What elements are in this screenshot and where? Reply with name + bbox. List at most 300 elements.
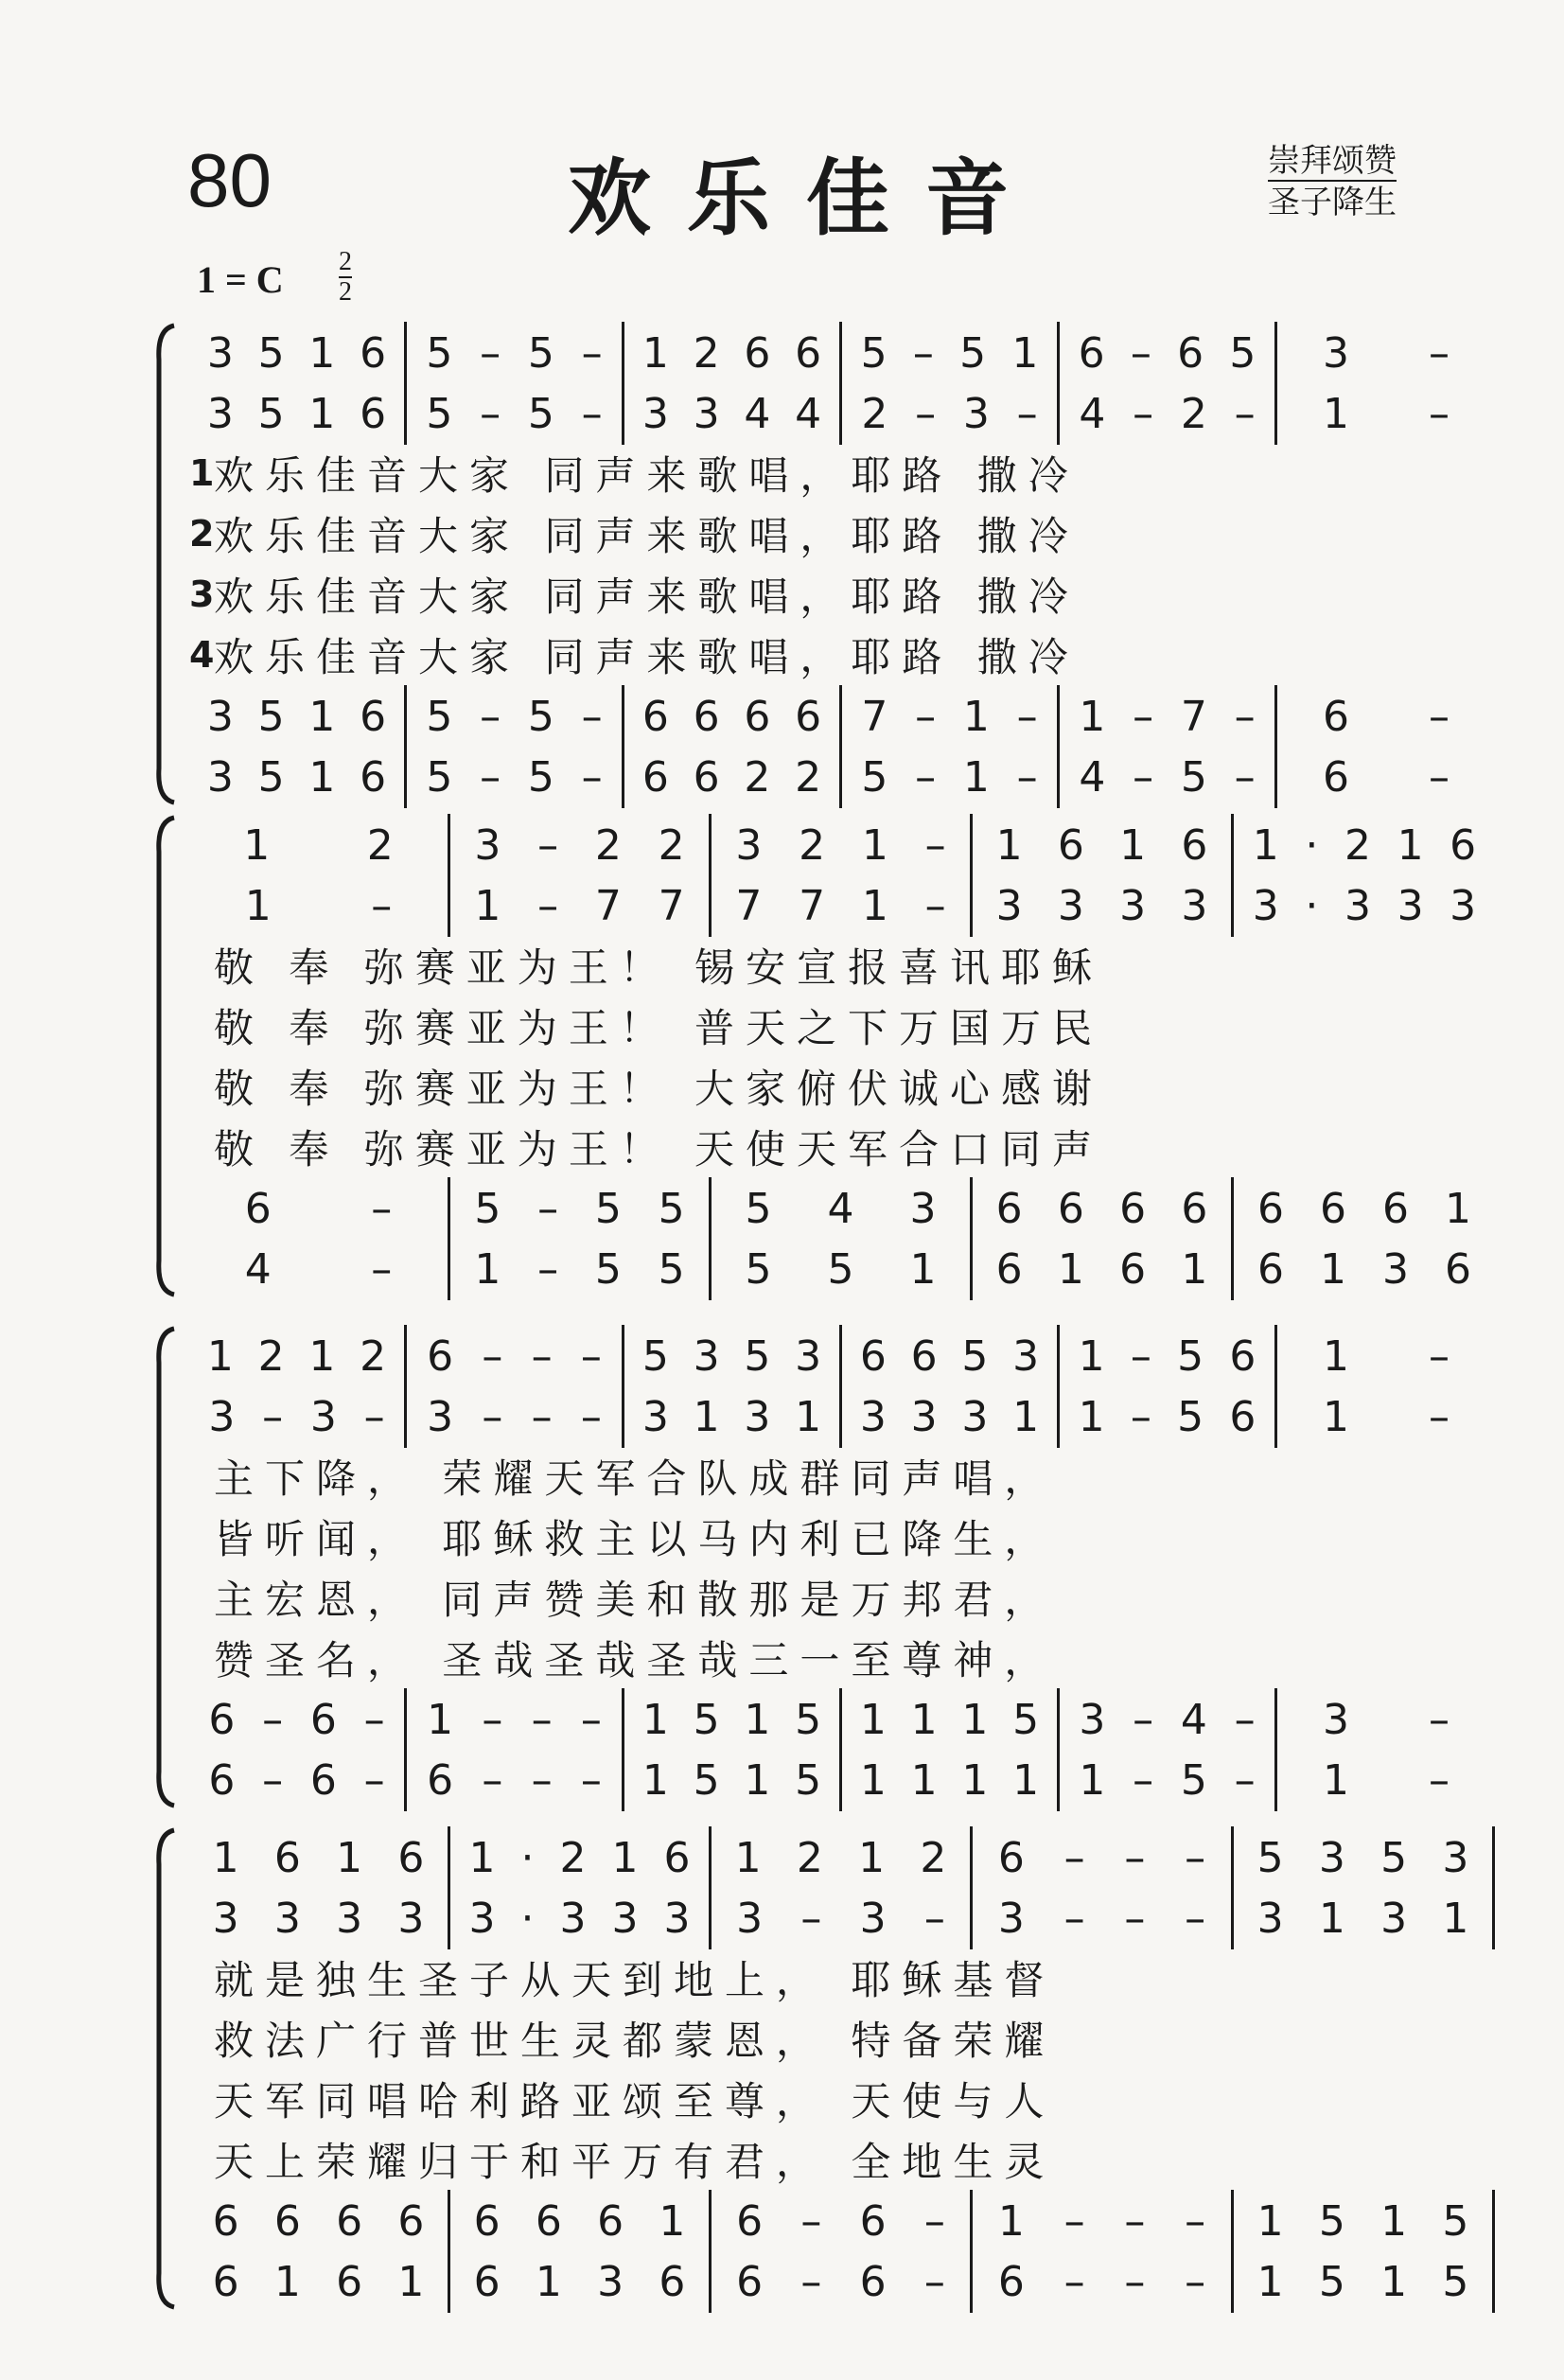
measure — [624, 1749, 842, 1811]
notation-line — [189, 1385, 1495, 1448]
note: 6 — [1382, 1184, 1409, 1233]
note: 5 — [1177, 1392, 1204, 1441]
note: 1 — [308, 389, 336, 438]
note: 1 — [1445, 1184, 1471, 1233]
hymn-title: 欢乐佳音 — [568, 149, 1046, 247]
note: 5 — [1012, 1695, 1040, 1744]
note: 5 — [1180, 1755, 1207, 1805]
measure — [624, 746, 842, 808]
note: 2 — [1180, 389, 1207, 438]
note: – — [537, 820, 559, 870]
note: 1 — [1318, 1894, 1345, 1943]
note: 5 — [795, 1695, 822, 1744]
note: 6 — [693, 692, 720, 741]
note: 3 — [611, 1894, 639, 1943]
note: 7 — [658, 881, 685, 930]
measure — [189, 2190, 450, 2252]
measure — [450, 1177, 712, 1240]
measure — [842, 685, 1060, 748]
measure — [624, 1325, 842, 1387]
note: 3 — [1252, 881, 1279, 930]
note: 5 — [959, 328, 987, 378]
lyric-text: 天军同唱哈利路亚颂至尊， 天使与人 — [214, 2078, 1056, 2124]
measure — [973, 1177, 1234, 1240]
measure — [1277, 1749, 1495, 1811]
note: – — [363, 1392, 385, 1441]
note: – — [480, 328, 501, 378]
note: 1 — [997, 2196, 1025, 2246]
measure — [1234, 814, 1495, 876]
score-system — [151, 814, 1495, 1298]
note: – — [1234, 692, 1256, 741]
note: 6 — [535, 2196, 562, 2246]
measure — [624, 685, 842, 748]
measure — [1277, 1688, 1495, 1751]
measure — [712, 2250, 973, 2313]
measure — [1060, 685, 1277, 748]
note: 1 — [858, 1833, 886, 1882]
note: – — [482, 1392, 503, 1441]
note: 1 — [244, 881, 272, 930]
note: 1 — [1323, 1392, 1349, 1441]
note: – — [1234, 752, 1256, 802]
note: 1 — [243, 820, 271, 870]
lyric-line — [189, 2008, 1495, 2069]
note: – — [1124, 2257, 1146, 2306]
note: 3 — [641, 1392, 669, 1441]
note: 2 — [744, 752, 771, 802]
measure — [624, 382, 842, 445]
note: – — [1429, 1755, 1450, 1805]
time-denominator: 2 — [339, 277, 352, 307]
measure — [189, 1385, 407, 1448]
measure — [973, 814, 1234, 876]
note: 1 — [1012, 1392, 1040, 1441]
measure — [407, 1325, 624, 1387]
note: 1 — [1078, 1331, 1105, 1381]
measure — [407, 322, 624, 384]
measure — [712, 1887, 973, 1949]
note: 3 — [474, 820, 501, 870]
note: – — [1016, 389, 1038, 438]
note: 5 — [1318, 2196, 1345, 2246]
note: 6 — [427, 1755, 454, 1805]
note: 5 — [1318, 2257, 1345, 2306]
note: 1 — [1181, 1244, 1208, 1294]
note: – — [531, 1755, 553, 1805]
lyric-text: 主宏恩， 同声赞美和散那是万邦君， — [214, 1577, 1056, 1623]
note: – — [912, 328, 934, 378]
note: – — [371, 881, 393, 930]
note: – — [1124, 2196, 1146, 2246]
measure — [1234, 874, 1495, 937]
note: · — [520, 1894, 535, 1943]
measure — [189, 874, 450, 937]
note: 1 — [1252, 820, 1279, 870]
lyric-text: 就是独生圣子从天到地上， 耶稣基督 — [214, 1957, 1056, 2003]
note: 5 — [641, 1331, 669, 1381]
note: – — [537, 1184, 559, 1233]
note: 5 — [745, 1184, 772, 1233]
measure — [450, 1238, 712, 1300]
note: – — [1016, 752, 1038, 802]
note: 3 — [1079, 1695, 1106, 1744]
note: 3 — [859, 1392, 887, 1441]
note: 6 — [995, 1244, 1023, 1294]
note: 6 — [997, 1833, 1025, 1882]
note: 3 — [909, 1184, 937, 1233]
note: 6 — [336, 2196, 363, 2246]
note: 1 — [859, 1695, 887, 1744]
note: 3 — [1323, 328, 1349, 378]
note: 1 — [641, 1755, 669, 1805]
note: 5 — [426, 692, 453, 741]
note: – — [363, 1755, 385, 1805]
measure — [1060, 1385, 1277, 1448]
note: – — [1185, 1894, 1206, 1943]
measure — [624, 1385, 842, 1448]
note: 1 — [1012, 1755, 1040, 1805]
note: 3 — [997, 1894, 1025, 1943]
measure — [407, 382, 624, 445]
lyric-line — [189, 935, 1495, 996]
lyric-text: 主下降， 荣耀天军合队成群同声唱， — [214, 1455, 1056, 1502]
measure — [842, 1749, 1060, 1811]
measure — [189, 685, 407, 748]
note: 1 — [734, 1833, 762, 1882]
note: 3 — [1382, 1244, 1409, 1294]
measure — [450, 874, 712, 937]
measure — [973, 1238, 1234, 1300]
note: 3 — [744, 1392, 771, 1441]
note: 5 — [744, 1331, 771, 1381]
note: 6 — [244, 1184, 272, 1233]
system-brace — [151, 322, 176, 806]
verse-number: 3 — [189, 573, 215, 615]
note: 3 — [1057, 881, 1084, 930]
note: · — [520, 1833, 535, 1882]
lyric-text: 救法广行普世生灵都蒙恩， 特备荣耀 — [214, 2018, 1056, 2064]
note: 3 — [962, 389, 990, 438]
lyric-text: 欢乐佳音大家 同声来歌唱，耶路 撒冷 — [214, 513, 1080, 559]
measure — [973, 1887, 1234, 1949]
note: 3 — [427, 1392, 454, 1441]
note: 3 — [597, 2257, 624, 2306]
note: 7 — [799, 881, 826, 930]
note: 5 — [860, 328, 887, 378]
note: – — [1130, 1392, 1151, 1441]
note: 6 — [473, 2257, 501, 2306]
note: – — [1063, 2196, 1085, 2246]
notation-line — [189, 2190, 1495, 2252]
note: 4 — [827, 1184, 854, 1233]
lyric-line — [189, 1567, 1495, 1628]
note: – — [1429, 1695, 1450, 1744]
note: 4 — [795, 389, 822, 438]
note: – — [1429, 1392, 1450, 1441]
note: 3 — [663, 1894, 691, 1943]
note: 6 — [910, 1331, 938, 1381]
note: 3 — [1181, 881, 1208, 930]
note: – — [1133, 752, 1154, 802]
note: 5 — [1229, 328, 1256, 378]
measure — [1277, 1385, 1495, 1448]
note: 3 — [961, 1392, 989, 1441]
note: – — [1429, 1331, 1450, 1381]
note: 6 — [795, 692, 822, 741]
lyric-text: 皆听闻， 耶稣救主以马内利已降生， — [214, 1516, 1056, 1562]
note: – — [1016, 692, 1038, 741]
note: 3 — [1119, 881, 1147, 930]
note: 3 — [468, 1894, 496, 1943]
note: – — [482, 1755, 503, 1805]
note: 1 — [1256, 2257, 1284, 2306]
note: 5 — [527, 752, 554, 802]
lyric-text: 天上荣耀归于和平万有君， 全地生灵 — [214, 2139, 1056, 2185]
note: 3 — [397, 1894, 425, 1943]
measure — [973, 1826, 1234, 1889]
note: 1 — [1079, 1755, 1106, 1805]
measure — [1234, 2190, 1495, 2252]
note: – — [1124, 1833, 1146, 1882]
note: – — [1124, 1894, 1146, 1943]
note: 3 — [1442, 1833, 1469, 1882]
note: – — [915, 389, 937, 438]
note: – — [262, 1695, 284, 1744]
note: 1 — [693, 1392, 720, 1441]
note: – — [537, 881, 559, 930]
note: 6 — [1320, 1184, 1346, 1233]
note: 2 — [796, 1833, 823, 1882]
measure — [624, 1688, 842, 1751]
note: 1 — [611, 1833, 639, 1882]
note: – — [1185, 1833, 1206, 1882]
note: 6 — [1119, 1184, 1147, 1233]
measure — [1060, 382, 1277, 445]
note: 6 — [309, 1755, 337, 1805]
measure — [624, 322, 842, 384]
measure — [407, 746, 624, 808]
note: 6 — [1078, 328, 1105, 378]
note: 3 — [693, 1331, 720, 1381]
note: 2 — [920, 1833, 947, 1882]
lyric-line — [189, 503, 1495, 564]
note: 1 — [641, 1695, 669, 1744]
note: 6 — [859, 2257, 887, 2306]
note: – — [371, 1244, 393, 1294]
measure — [189, 1177, 450, 1240]
lyric-line — [189, 1056, 1495, 1117]
note: 1 — [1119, 820, 1147, 870]
note: 6 — [208, 1755, 236, 1805]
note: – — [537, 1244, 559, 1294]
lyric-text: 敬 奉 弥赛亚为王！ 普天之下万国万民 — [214, 1005, 1104, 1051]
lyric-line — [189, 625, 1495, 685]
note: 1 — [1397, 820, 1424, 870]
note: 7 — [861, 692, 888, 741]
note: 1 — [1323, 1755, 1349, 1805]
lyric-line — [189, 1507, 1495, 1567]
note: – — [1234, 1695, 1256, 1744]
note: 1 — [1323, 1331, 1349, 1381]
lyric-text: 赞圣名， 圣哉圣哉圣哉三一至尊神， — [214, 1637, 1056, 1684]
note: 5 — [426, 752, 453, 802]
note: 6 — [208, 1695, 236, 1744]
note: 1 — [961, 1695, 989, 1744]
note: 6 — [212, 2257, 239, 2306]
time-signature — [339, 248, 352, 307]
note: 1 — [212, 1833, 239, 1882]
note: 6 — [1177, 328, 1204, 378]
note: 6 — [473, 2196, 501, 2246]
measure — [712, 1177, 973, 1240]
note: 5 — [426, 389, 453, 438]
note: 5 — [693, 1695, 720, 1744]
system-brace — [151, 814, 176, 1298]
note: 6 — [1450, 820, 1477, 870]
note: 1 — [795, 1392, 822, 1441]
note: 3 — [206, 752, 234, 802]
note: – — [915, 692, 937, 741]
note: 6 — [1257, 1244, 1284, 1294]
verse-number: 4 — [189, 634, 215, 676]
note: 6 — [1119, 1244, 1147, 1294]
note: 2 — [795, 752, 822, 802]
note: – — [1063, 1894, 1085, 1943]
note: 3 — [736, 1894, 764, 1943]
note: – — [580, 1695, 602, 1744]
measure — [189, 1887, 450, 1949]
lyric-line — [189, 443, 1495, 503]
measure — [189, 322, 407, 384]
note: 6 — [859, 1331, 887, 1381]
note: – — [531, 1695, 553, 1744]
note: 1 — [910, 1755, 938, 1805]
note: 6 — [1181, 820, 1208, 870]
note: – — [1130, 328, 1151, 378]
note: 3 — [1450, 881, 1477, 930]
measure — [407, 1688, 624, 1751]
note: 1 — [744, 1695, 771, 1744]
note: 1 — [962, 692, 990, 741]
note: 6 — [744, 328, 771, 378]
note: 6 — [859, 2196, 887, 2246]
lyric-text: 敬 奉 弥赛亚为王！ 锡安宣报喜讯耶稣 — [214, 944, 1104, 991]
note: 3 — [1318, 1833, 1345, 1882]
note: 1 — [1079, 692, 1106, 741]
note: 1 — [909, 1244, 937, 1294]
note: 1 — [1320, 1244, 1346, 1294]
verse-number: 2 — [189, 513, 215, 555]
note: – — [480, 389, 501, 438]
measure — [842, 746, 1060, 808]
note: – — [1234, 1755, 1256, 1805]
measure — [407, 685, 624, 748]
note: 5 — [961, 1331, 989, 1381]
measure — [842, 1688, 1060, 1751]
note: 3 — [212, 1894, 239, 1943]
note: 2 — [1344, 820, 1371, 870]
measure — [1060, 1688, 1277, 1751]
time-numerator: 2 — [339, 247, 352, 276]
note: 6 — [995, 1184, 1023, 1233]
lyric-line — [189, 2129, 1495, 2190]
note: 5 — [257, 328, 285, 378]
measure — [1060, 1325, 1277, 1387]
note: 4 — [1079, 752, 1106, 802]
score-system — [151, 322, 1495, 806]
note: 5 — [594, 1184, 622, 1233]
measure — [189, 814, 450, 876]
note: 7 — [735, 881, 763, 930]
note: 6 — [360, 692, 387, 741]
lyric-line — [189, 1446, 1495, 1507]
note: 6 — [360, 389, 387, 438]
note: 1 — [308, 1331, 336, 1381]
measure — [450, 814, 712, 876]
note: 6 — [309, 1695, 337, 1744]
notation-line — [189, 1325, 1495, 1387]
notation-line — [189, 685, 1495, 748]
lyric-line — [189, 2069, 1495, 2129]
note: 5 — [827, 1244, 854, 1294]
notation-line — [189, 2250, 1495, 2313]
note: – — [482, 1695, 503, 1744]
note: 2 — [366, 820, 394, 870]
note: – — [1234, 389, 1256, 438]
note: – — [1130, 1331, 1151, 1381]
note: 6 — [336, 2257, 363, 2306]
verse-number: 1 — [189, 452, 215, 494]
note: – — [800, 2196, 822, 2246]
note: 4 — [244, 1244, 272, 1294]
notation-line — [189, 746, 1495, 808]
note: 3 — [559, 1894, 587, 1943]
system-brace — [151, 1826, 176, 2311]
measure — [1060, 746, 1277, 808]
key-signature: 1 = C — [197, 258, 284, 301]
measure — [712, 1238, 973, 1300]
note: 2 — [861, 389, 888, 438]
note: 6 — [997, 2257, 1025, 2306]
note: 1 — [468, 1833, 496, 1882]
note: 1 — [1057, 1244, 1084, 1294]
note: – — [1133, 692, 1154, 741]
notation-line — [189, 382, 1495, 445]
measure — [1277, 685, 1495, 748]
measure — [1277, 322, 1495, 384]
note: 6 — [1229, 1392, 1256, 1441]
note: 6 — [1057, 1184, 1084, 1233]
note: 3 — [336, 1894, 363, 1943]
note: 5 — [658, 1184, 685, 1233]
measure — [1234, 2250, 1495, 2313]
note: 1 — [861, 881, 888, 930]
measure — [712, 1826, 973, 1889]
note: 1 — [336, 1833, 363, 1882]
note: 5 — [257, 389, 285, 438]
note: 4 — [1180, 1695, 1207, 1744]
measure — [1277, 382, 1495, 445]
note: – — [581, 752, 603, 802]
note: 3 — [309, 1392, 337, 1441]
note: 5 — [1177, 1331, 1204, 1381]
notation-line — [189, 322, 1495, 384]
lyric-line — [189, 996, 1495, 1056]
note: 5 — [474, 1184, 501, 1233]
note: 1 — [1256, 2196, 1284, 2246]
note: 1 — [1442, 1894, 1469, 1943]
